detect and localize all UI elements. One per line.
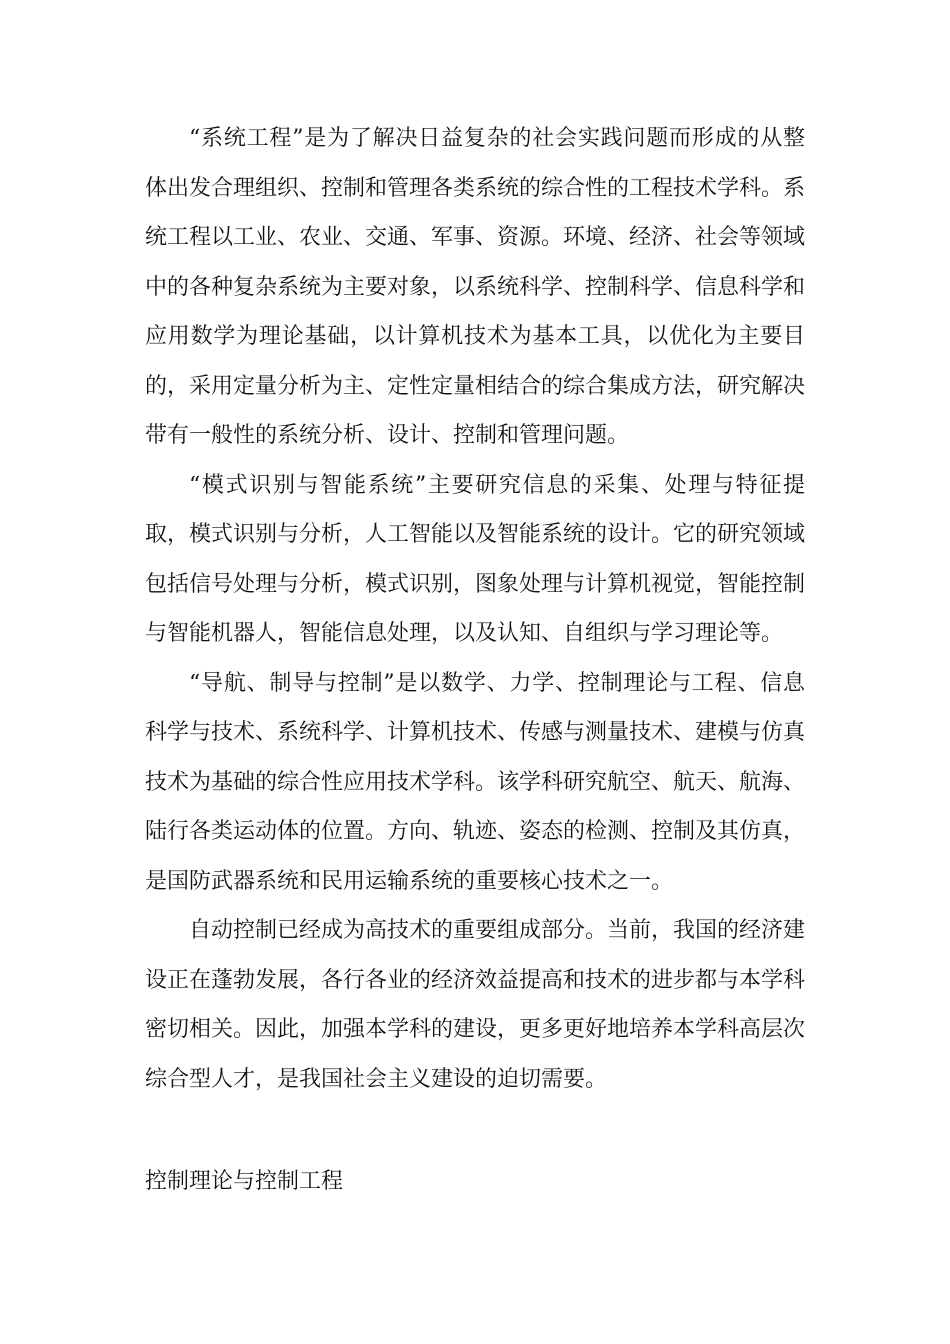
- body-text: [145, 114, 805, 1104]
- paragraph-pattern-recognition: “模式识别与智能系统”主要研究信息的采集、处理与特征提取，模式识别与分析，人工智能以及智能系统的设计。它的研究领域包括信号处理与分析，模式识别，图象处理与计算机视觉，智能控制与智能机器人，智能信息处理，以及认知、自组织与学习理论等。: [145, 472, 806, 646]
- paragraph-systems-engineering: “系统工程”是为了解决日益复杂的社会实践问题而形成的从整体出发合理组织、控制和管理各类系统的综合性的工程技术学科。系统工程以工业、农业、交通、军事、资源。环境、经济、社会等领域中的各种复杂系统为主要对象，以系统科学、控制科学、信息科学和应用数学为理论基础，以计算机技术为基本工具，以优化为主要目的，采用定量分析为主、定性定量相结合的综合集成方法，研究解决带有一般性的系统分析、设计、控制和管理问题。: [145, 126, 806, 448]
- paragraph-navigation-guidance: “导航、制导与控制”是以数学、力学、控制理论与工程、信息科学与技术、系统科学、计算机技术、传感与测量技术、建模与仿真技术为基础的综合性应用技术学科。该学科研究航空、航天、航海、陆行各类运动体的位置。方向、轨迹、姿态的检测、控制及其仿真，是国防武器系统和民用运输系统的重要核心技术之一。: [145, 670, 806, 894]
- section-heading: 控制理论与控制工程: [145, 1169, 344, 1194]
- paragraph-automatic-control: 自动控制已经成为高技术的重要组成部分。当前，我国的经济建设正在蓬勃发展，各行各业的经济效益提高和技术的进步都与本学科密切相关。因此，加强本学科的建设，更多更好地培养本学科高层次综合型人才，是我国社会主义建设的迫切需要。: [145, 918, 806, 1092]
